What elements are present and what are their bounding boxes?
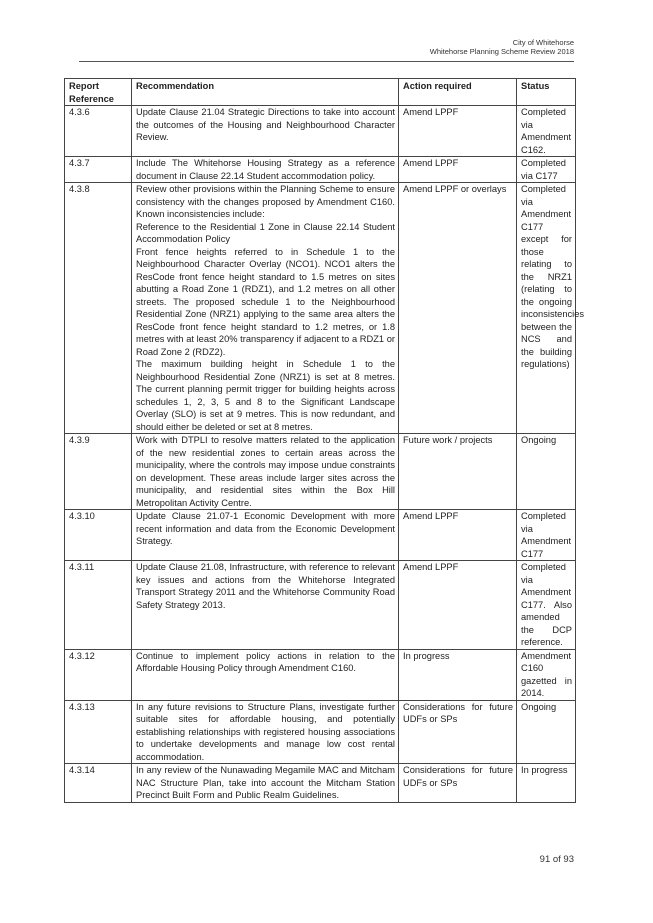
action-cell: Amend LPPF <box>399 510 517 561</box>
ref-cell: 4.3.10 <box>65 510 132 561</box>
status-cell: Ongoing <box>517 700 576 764</box>
recommendation-text: Reference to the Residential 1 Zone in Clause 22.14 Student Accommodation Policy <box>136 221 395 244</box>
ref-cell: 4.3.12 <box>65 649 132 700</box>
ref-cell: 4.3.9 <box>65 434 132 510</box>
column-header: Recommendation <box>132 79 399 106</box>
column-header: Status <box>517 79 576 106</box>
recommendation-text: Continue to implement policy actions in relation to the Affordable Housing Policy through Amendment C160. <box>136 650 395 673</box>
table-row <box>65 561 576 650</box>
action-cell: Future work / projects <box>399 434 517 510</box>
header-divider <box>79 61 574 62</box>
status-cell: Amendment C160 gazetted in 2014. <box>517 649 576 700</box>
ref-cell: 4.3.14 <box>65 764 132 803</box>
recommendation-text: In any review of the Nunawading Megamile MAC and Mitcham NAC Structure Plan, take into account the Mitcham Station Precinct Built Form and Public Realm Guidelines. <box>136 765 395 800</box>
recommendation-cell <box>132 561 399 650</box>
status-cell: In progress <box>517 764 576 803</box>
recommendation-text: Update Clause 21.08, Infrastructure, with reference to relevant key issues and actions from the Whitehorse Integrated Transport Strategy 2011 and the Whitehorse Community Road Safety Strategy 2013. <box>136 562 395 610</box>
action-cell: Amend LPPF <box>399 106 517 157</box>
column-header: Report Reference <box>65 79 132 106</box>
recommendation-text: In any future revisions to Structure Plans, investigate further suitable sites for affordable housing, and potentially establishing relationships with registered housing associations to undertake developments and manage low cost rental accommodation. <box>136 701 395 762</box>
table-row <box>65 764 576 803</box>
recommendation-text: The maximum building height in Schedule 1 to the Neighbourhood Residential Zone (NRZ1) is set at 8 metres. The current planning permit trigger for building heights across schedules 1, 2, 3, 5 and 8 to the Significant Landscape Overlay (SLO) is set at 9 metres. This is now redundant, and should either be deleted or set at 8 metres. <box>136 359 395 432</box>
recommendations-table <box>64 78 585 803</box>
table-row <box>65 157 576 183</box>
ref-cell: 4.3.13 <box>65 700 132 764</box>
recommendation-text: Update Clause 21.07-1 Economic Development with more recent information and data from the Economic Development Strategy. <box>136 511 395 546</box>
action-cell: Amend LPPF or overlays <box>399 183 517 434</box>
table-row <box>65 106 576 157</box>
ref-cell: 4.3.6 <box>65 106 132 157</box>
recommendation-cell <box>132 649 399 700</box>
table-row <box>65 649 576 700</box>
ref-cell: 4.3.7 <box>65 157 132 183</box>
recommendation-text: Include The Whitehorse Housing Strategy as a reference document in Clause 22.14 Student accommodation policy. <box>136 158 395 181</box>
table-row <box>65 700 576 764</box>
recommendation-cell <box>132 157 399 183</box>
recommendation-cell <box>132 106 399 157</box>
status-cell: Completed via Amendment C162. <box>517 106 576 157</box>
action-cell: Considerations for future UDFs or SPs <box>399 700 517 764</box>
recommendation-text: Review other provisions within the Planning Scheme to ensure consistency with the changes proposed by Amendment C160. Known inconsistencies include: <box>136 184 395 219</box>
recommendation-cell <box>132 510 399 561</box>
ref-cell: 4.3.11 <box>65 561 132 650</box>
recommendation-cell <box>132 183 399 434</box>
column-header: Action required <box>399 79 517 106</box>
recommendation-text: Update Clause 21.04 Strategic Directions to take into account the outcomes of the Housing and Neighbourhood Character Review. <box>136 107 395 142</box>
action-cell: Amend LPPF <box>399 561 517 650</box>
status-cell: Completed via C177 <box>517 157 576 183</box>
header-org: City of Whitehorse <box>512 38 574 47</box>
table-row <box>65 183 576 434</box>
action-cell: In progress <box>399 649 517 700</box>
recommendation-cell <box>132 434 399 510</box>
recommendation-text: Work with DTPLI to resolve matters related to the application of the new residential zones to certain areas across the municipality, where the controls may impose undue constraints on development. These areas include larger sites across the municipality, and residential sites within the Box Hill Metropolitan Activity Centre. <box>136 435 395 508</box>
status-cell: Completed via Amendment C177 except for those relating to the NRZ1 (relating to the ongoing inconsistencies between the NCS and the building regulations) <box>517 183 576 434</box>
status-cell: Completed via Amendment C177. Also amended the DCP reference. <box>517 561 576 650</box>
recommendation-cell <box>132 700 399 764</box>
page-header <box>430 38 574 56</box>
ref-cell: 4.3.8 <box>65 183 132 434</box>
table-header-row <box>65 79 576 106</box>
recommendation-cell <box>132 764 399 803</box>
table-row <box>65 434 576 510</box>
header-doc-title: Whitehorse Planning Scheme Review 2018 <box>429 47 574 56</box>
action-cell: Considerations for future UDFs or SPs <box>399 764 517 803</box>
page-number: 91 of 93 <box>539 854 574 865</box>
status-cell: Ongoing <box>517 434 576 510</box>
recommendation-text: Front fence heights referred to in Schedule 1 to the Neighbourhood Character Overlay (NCO1). NCO1 alters the ResCode front fence height standard to 1.5 metres on sites abutting a Road Zone 1 (RDZ1), and 1.2 metres on all other streets. The proposed schedule 1 to the Neighbourhood Residential Zone (NRZ1) applying to the same area alters the ResCode front fence height standard to 1.2 metres, or 1.8 metres with at least 20% transparency if adjacent to a RDZ1 or Road Zone 2 (RDZ2). <box>136 246 395 357</box>
action-cell: Amend LPPF <box>399 157 517 183</box>
status-cell: Completed via Amendment C177 <box>517 510 576 561</box>
table-row <box>65 510 576 561</box>
